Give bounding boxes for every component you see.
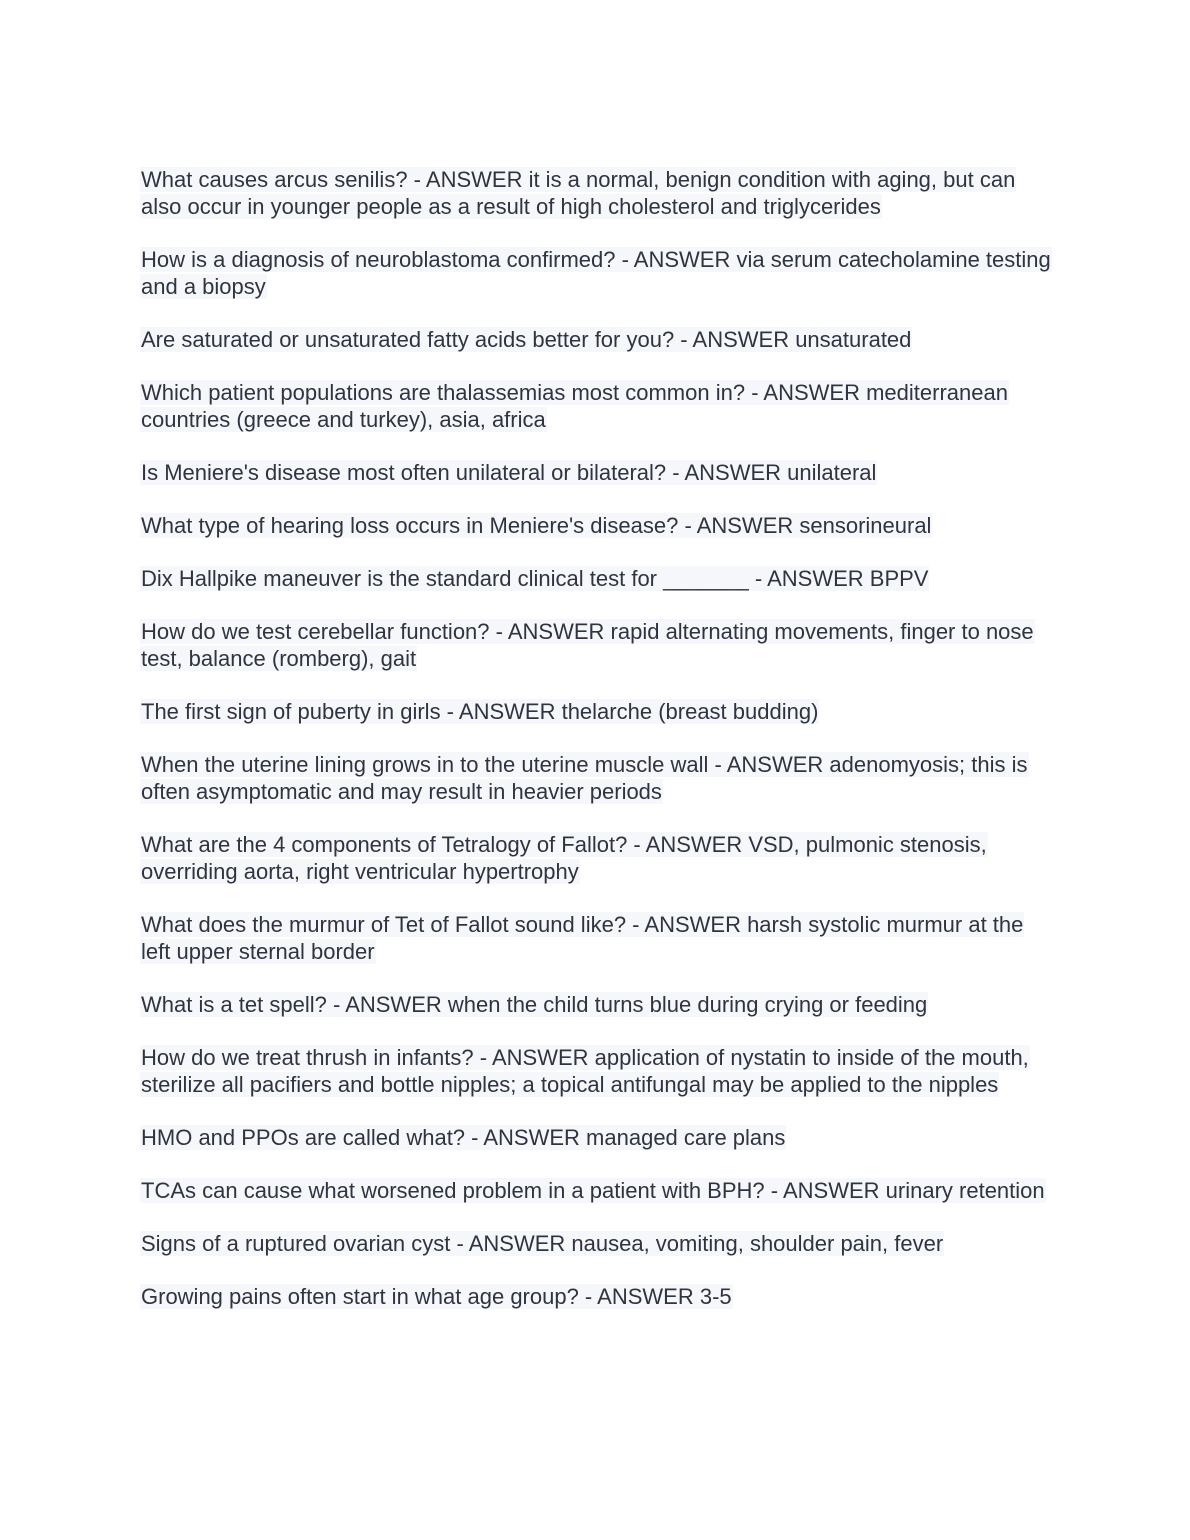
qa-item: [140, 166, 1055, 220]
qa-text: TCAs can cause what worsened problem in a patient with BPH? - ANSWER urinary retention: [141, 1178, 1045, 1203]
qa-item: [140, 618, 1055, 672]
qa-text: Growing pains often start in what age group? - ANSWER 3-5: [141, 1284, 732, 1309]
qa-text: What is a tet spell? - ANSWER when the child turns blue during crying or feeding: [141, 992, 928, 1017]
qa-item: [140, 326, 1055, 353]
qa-item: [140, 1177, 1055, 1204]
qa-item: [140, 512, 1055, 539]
qa-text: What does the murmur of Tet of Fallot sound like? - ANSWER harsh systolic murmur at the left upper sternal border: [141, 912, 1024, 964]
qa-text: What are the 4 components of Tetralogy of Fallot? - ANSWER VSD, pulmonic stenosis, overriding aorta, right ventricular hypertrophy: [141, 832, 987, 884]
qa-item: [140, 1044, 1055, 1098]
qa-text: Signs of a ruptured ovarian cyst - ANSWER nausea, vomiting, shoulder pain, fever: [141, 1231, 944, 1256]
qa-item: [140, 698, 1055, 725]
qa-item: [140, 246, 1055, 300]
qa-item: [140, 831, 1055, 885]
qa-item: [140, 1283, 1055, 1310]
qa-text: Which patient populations are thalassemias most common in? - ANSWER mediterranean countries (greece and turkey), asia, africa: [141, 380, 1008, 432]
qa-text: When the uterine lining grows in to the uterine muscle wall - ANSWER adenomyosis; this is often asymptomatic and may result in heavier periods: [141, 752, 1028, 804]
qa-text: How is a diagnosis of neuroblastoma confirmed? - ANSWER via serum catecholamine testing and a biopsy: [141, 247, 1051, 299]
qa-text: What type of hearing loss occurs in Meniere's disease? - ANSWER sensorineural: [141, 513, 932, 538]
qa-text: What causes arcus senilis? - ANSWER it is a normal, benign condition with aging, but can also occur in younger people as a result of high cholesterol and triglycerides: [141, 167, 1016, 219]
qa-item: [140, 911, 1055, 965]
qa-text: HMO and PPOs are called what? - ANSWER managed care plans: [141, 1125, 786, 1150]
qa-item: [140, 379, 1055, 433]
qa-item: [140, 751, 1055, 805]
qa-text: How do we test cerebellar function? - ANSWER rapid alternating movements, finger to nose test, balance (romberg), gait: [141, 619, 1034, 671]
qa-item: [140, 459, 1055, 486]
qa-text: The first sign of puberty in girls - ANSWER thelarche (breast budding): [141, 699, 819, 724]
qa-item: [140, 565, 1055, 592]
qa-text: Is Meniere's disease most often unilateral or bilateral? - ANSWER unilateral: [141, 460, 877, 485]
qa-item: [140, 1124, 1055, 1151]
qa-item: [140, 1230, 1055, 1257]
qa-list: [140, 166, 1055, 1336]
qa-text: Are saturated or unsaturated fatty acids better for you? - ANSWER unsaturated: [141, 327, 912, 352]
qa-text: How do we treat thrush in infants? - ANSWER application of nystatin to inside of the mouth, sterilize all pacifiers and bottle nipples; a topical antifungal may be applied to the nipples: [141, 1045, 1029, 1097]
qa-text: Dix Hallpike maneuver is the standard clinical test for _______ - ANSWER BPPV: [141, 566, 929, 591]
qa-item: [140, 991, 1055, 1018]
